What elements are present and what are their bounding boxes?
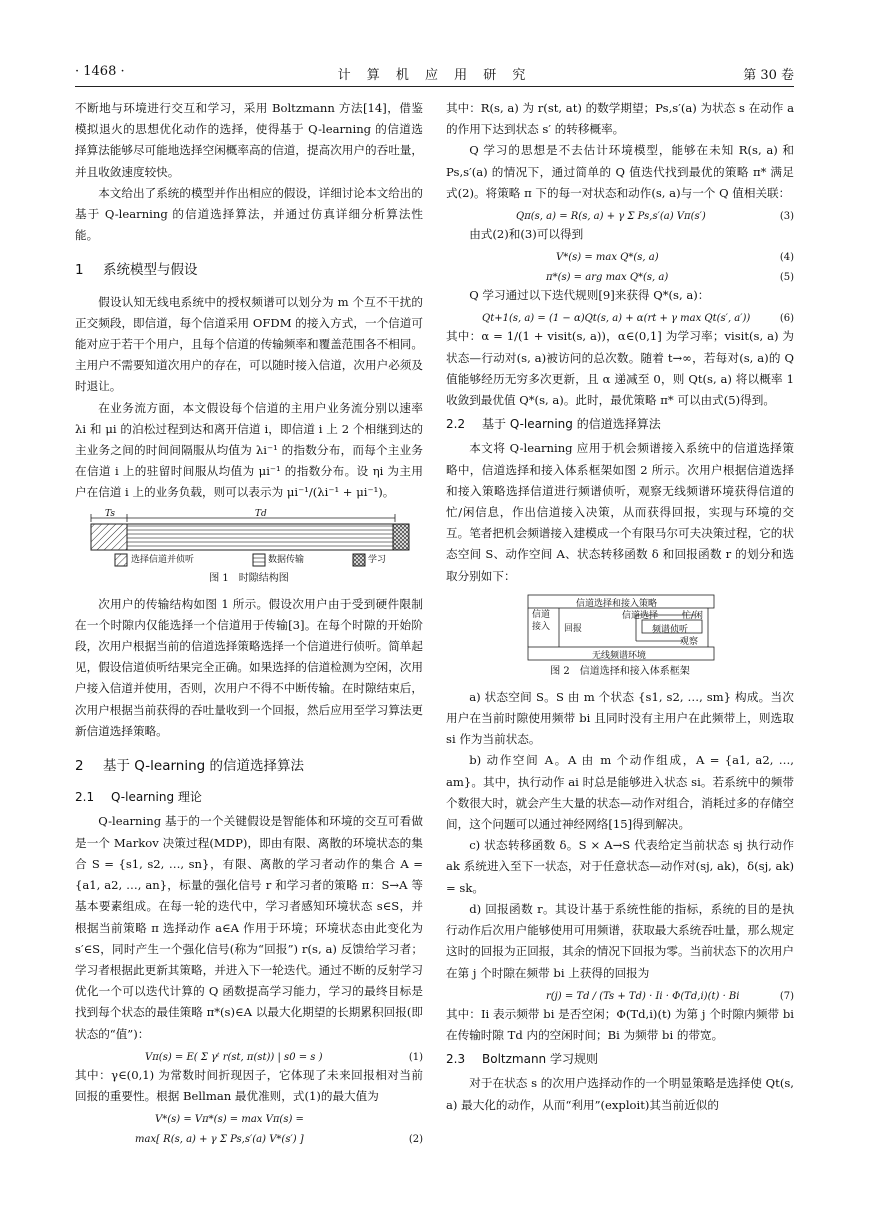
subsection-heading	[446, 414, 794, 435]
figure-2-framework	[446, 593, 794, 681]
legend-learning: 学习	[368, 554, 387, 565]
journal-title: 计 算 机 应 用 研 究	[337, 68, 532, 83]
equation-6	[446, 306, 794, 326]
paragraph: 本文将 Q-learning 应用于机会频谱接入系统中的信道选择策略中，信道选择和接入体系框架如图 2 所示。次用户根据信道选择和接入策略选择信道进行频谱侦听，观察无线频谱环境获得信道的忙/闲信息，作出信道接入决策，从而获得回报，实现与环境的交互。笔者把机会频谱接入建模成一个有限马尔可夫决策过程，它的状态空间 S、动作空间 A、状态转移函数 δ 和回报函数 r 的划分和选取分别如下：	[446, 441, 794, 583]
subsection-heading	[446, 1049, 794, 1070]
equation-1	[75, 1045, 423, 1065]
equation-body: Vπ(s) = E( Σ γᵗ r(st, π(st)) | s0 = s )	[145, 1051, 323, 1063]
equation-body: Qt+1(s, a) = (1 − α)Qt(s, a) + α(rt + γ max Qt(s′, a′))	[482, 313, 751, 325]
equation-line: V*(s) = Vπ*(s) = max Vπ(s) =	[155, 1114, 304, 1126]
legend-select-listen: 选择信道并侦听	[131, 554, 195, 565]
equation-body: π*(s) = arg max Q*(s, a)	[546, 272, 669, 284]
paragraph: a) 状态空间 S。S 由 m 个状态 {s1, s2, …, sm} 构成。当次用户在当前时隙使用频带 bi 且同时没有主用户在此频带上，则选取 si 作为当前状态。	[446, 689, 794, 747]
equation-2	[75, 1109, 423, 1149]
busy-idle-label: 忙/闲	[682, 610, 704, 621]
equation-line: max[ R(s, a) + γ Σ Ps,s′(a) V*(s′) ]	[135, 1134, 304, 1146]
equation-3	[446, 204, 794, 224]
page-header	[75, 60, 794, 87]
section-title: 基于 Q-learning 的信道选择算法	[103, 758, 305, 775]
equation-body: V*(s) = max Q*(s, a)	[556, 252, 659, 264]
paragraph: 其中：Ii 表示频带 bi 是否空闲；Φ(Td,i)(t) 为第 j 个时隙内频带 bi 在传输时隙 Td 内的空闲时间；Bi 为频带 bi 的带宽。	[446, 1006, 794, 1042]
paragraph: 不断地与环境进行交互和学习，采用 Boltzmann 方法[14]，借鉴模拟退火的思想优化动作的选择，使得基于 Q-learning 的信道选择算法能够尽可能地选择空闲概率高的信道，提高次用户的吞吐量，并且收敛速度较快。	[75, 101, 423, 179]
access-label: 信道接入	[532, 609, 551, 632]
volume-label: 第 30 卷	[743, 68, 794, 83]
paragraph: 其中：R(s, a) 为 r(st, at) 的数学期望；Ps,s′(a) 为状态 s 在动作 a 的作用下达到状态 s′ 的转移概率。	[446, 101, 794, 137]
section-heading	[75, 260, 423, 281]
ts-label: Ts	[105, 508, 115, 519]
right-column	[446, 98, 794, 1116]
paragraph: Q-learning 基于的一个关键假设是智能体和环境的交互可看做是一个 Markov 决策过程(MDP)，即由有限、离散的环境状态的集合 S = {s1, s2, …, sn}，有限、离散的学习者动作的集合 A = {a1, a2, …, an}，标量的强化信号 r 和学习者的策略 π：S→A 等基本要素组成。在每一轮的迭代中，学习者感知环境状态 s∈S，并根据当前策略 π 选择动作 a∈A 作用于环境；环境状态由此变化为 s′∈S，同时产生一个强化信号(称为“回报”) r(s, a) 反馈给学习者；学习者根据此更新其策略，并进入下一轮迭代。通过不断的反射学习优化一个可以迭代计算的 Q 函数提高学习能力，学习的最终目标是找到每个状态的最佳策略 π*(s)∈A 以最大化期望的长期累积回报(即状态的“值”)：	[75, 814, 423, 1041]
paragraph: 本文给出了系统的模型并作出相应的假设，详细讨论本文给出的基于 Q-learning 的信道选择算法，并通过仿真详细分析算法性能。	[75, 185, 423, 243]
subsection-number: 2.1	[75, 790, 95, 805]
section-heading	[75, 756, 423, 777]
environment-label: 无线频谱环境	[592, 650, 647, 661]
left-column	[75, 98, 423, 1151]
equation-number: (5)	[779, 272, 794, 284]
td-label: Td	[255, 508, 267, 519]
paragraph: b) 动作空间 A。A 由 m 个动作组成，A = {a1, a2, …, am}。其中，执行动作 ai 时总是能够进入状态 si。若系统中的频带个数很大时，就会产生大量的状态—动作对组合，消耗过多的存储空间，这个问题可以通过神经网络[15]得到解决。	[446, 753, 794, 832]
subsection-number: 2.2	[446, 417, 466, 432]
paragraph: 对于在状态 s 的次用户选择动作的一个明显策略是选择使 Qt(s, a) 最大化的动作，从而“利用”(exploit)其当前近似的	[446, 1076, 794, 1112]
paragraph: 在业务流方面，本文假设每个信道的主用户业务流分别以速率 λi 和 μi 的泊松过程到达和离开信道 i，即信道 i 上 2 个相继到达的主业务之间的时间间隔服从均值为 λi⁻¹ 的指数分布，而每个主业务在信道 i 上的驻留时间服从均值为 μi⁻¹ 的指数分布。设 ηi 为主用户在信道 i 上的业务负载，则可以表示为 μi⁻¹/(λi⁻¹ + μi⁻¹)。	[75, 400, 423, 500]
section-title: 系统模型与假设	[103, 262, 198, 279]
subsection-heading	[75, 787, 423, 808]
equation-body: r(j) = Td / (Ts + Td) · Ii · Φ(Td,i)(t) · Bi	[546, 990, 740, 1002]
paragraph: 次用户的传输结构如图 1 所示。假设次用户由于受到硬件限制在一个时隙内仅能选择一个信道用于传输[3]。在每个时隙的开始阶段，次用户根据当前的信道选择策略选择一个信道进行侦听。简单起见，假设信道侦听结果完全正确。如果选择的信道检测为空闲，次用户接入信道并使用，否则，次用户不得不中断传输。在时隙结束后，次用户根据当前获得的吞吐量收到一个回报，然后应用至学习算法更新信道选择策略。	[75, 596, 423, 738]
policy-label: 信道选择和接入策略	[576, 598, 658, 609]
page-number: · 1468 ·	[75, 64, 125, 79]
paragraph: 假设认知无线电系统中的授权频谱可以划分为 m 个互不干扰的正交频段，即信道，每个信道采用 OFDM 的接入方式，一个信道可能对应于若干个用户，且每个信道的传输频率和覆盖范围各不相同。主用户不需要知道次用户的存在，可以随时接入信道，次用户必须及时退让。	[75, 294, 423, 394]
legend-data-transfer: 数据传输	[268, 554, 305, 565]
section-number: 1	[75, 262, 84, 279]
figure-1-slot-structure	[75, 508, 423, 588]
figure-caption: 图 2 信道选择和接入体系框架	[550, 665, 690, 677]
equation-5	[446, 265, 794, 285]
paragraph: c) 状态转移函数 δ。S × A→S 代表给定当前状态 sj 执行动作 ak 系统进入至下一状态，对于任意状态—动作对(sj, ak)，δ(sj, ak) = sk。	[446, 838, 794, 895]
equation-number: (2)	[408, 1134, 423, 1146]
equation-number: (7)	[779, 990, 794, 1002]
reward-label: 回报	[564, 623, 583, 634]
equation-number: (6)	[779, 313, 794, 325]
select-label: 信道选择	[622, 610, 659, 621]
subsection-title: Q-learning 理论	[111, 790, 202, 805]
paragraph: Q 学习通过以下迭代规则[9]来获得 Q*(s, a)：	[469, 288, 710, 303]
paragraph: 其中：γ∈(0,1) 为常数时间折现因子，它体现了未来回报相对当前回报的重要性。根据 Bellman 最优准则，式(1)的最大值为	[75, 1067, 423, 1103]
section-number: 2	[75, 758, 84, 775]
subsection-title: 基于 Q-learning 的信道选择算法	[482, 417, 661, 432]
sense-label: 频谱侦听	[652, 624, 689, 635]
figure-caption: 图 1 时隙结构图	[209, 572, 289, 584]
observe-label: 观察	[680, 636, 699, 647]
paragraph: Q 学习的思想是不去估计环境模型，能够在未知 R(s, a) 和 Ps,s′(a) 的情况下，通过简单的 Q 值迭代找到最优的策略 π* 满足式(2)。将策略 π 下的每一对状态和动作(s, a)与一个 Q 值相关联：	[446, 143, 794, 200]
equation-number: (1)	[408, 1051, 423, 1063]
equation-4	[446, 245, 794, 265]
subsection-title: Boltzmann 学习规则	[482, 1052, 598, 1067]
paragraph: 其中：α = 1/(1 + visit(s, a))，α∈(0,1] 为学习率；visit(s, a) 为状态—行动对(s, a)被访问的总次数。随着 t→∞，若每对(s, a)的 Q 值能够经历无穷多次更新，且 α 递减至 0，则 Qt(s, a) 将以概率 1 收敛到最优值 Q*(s, a)。此时，最优策略 π* 可以由式(5)得到。	[446, 329, 794, 408]
equation-number: (4)	[779, 252, 794, 264]
subsection-number: 2.3	[446, 1052, 466, 1067]
paragraph: d) 回报函数 r。其设计基于系统性能的指标，系统的目的是执行动作后次用户能够使用可用频谱，获取最大系统吞吐量，那么规定这时的回报为正回报，其余的情况下回报为零。当前状态下的次用户在第 j 个时隙在频带 bi 上获得的回报为	[446, 901, 794, 980]
equation-number: (3)	[779, 211, 794, 223]
paragraph: 由式(2)和(3)可以得到	[469, 227, 584, 242]
equation-7	[446, 984, 794, 1004]
equation-body: Qπ(s, a) = R(s, a) + γ Σ Ps,s′(a) Vπ(s′)	[516, 211, 706, 223]
